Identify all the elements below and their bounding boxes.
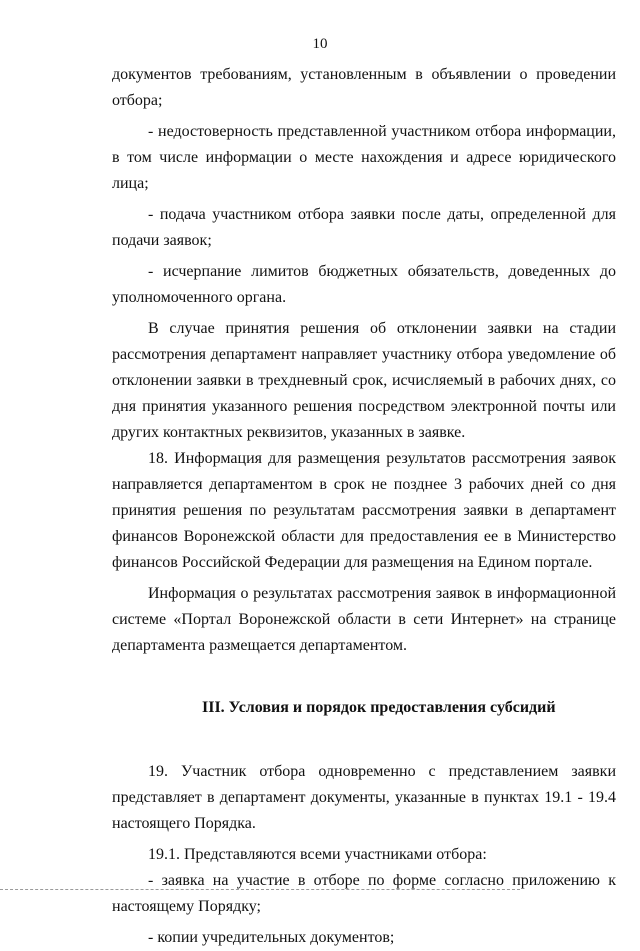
paragraph-results-info: Информация о результатах рассмотрения заявок в информационной системе «Портал Воронежской области в сети Интернет» на странице департамента размещается департаментом.	[112, 585, 616, 654]
bottom-divider	[0, 889, 520, 890]
document-body	[112, 62, 616, 951]
list-item-unreliable-info: - недостоверность представленной участником отбора информации, в том числе информации о месте нахождения и адресе юридического лица;	[112, 123, 616, 192]
paragraph-item-19-1: 19.1. Представляются всеми участниками отбора:	[148, 846, 487, 863]
paragraph-item-18: 18. Информация для размещения результатов рассмотрения заявок направляется департаментом в срок не позднее 3 рабочих дней со дня принятия решения по результатам рассмотрения заявки в департамент финансов Воронежской области для предоставления ее в Министерство финансов Российской Федерации для размещения на Едином портале.	[112, 450, 616, 571]
list-item-limits-exhausted: - исчерпание лимитов бюджетных обязательств, доведенных до уполномоченного органа.	[112, 263, 616, 306]
list-item-founding-documents: - копии учредительных документов;	[148, 929, 395, 946]
paragraph-rejection-notice: В случае принятия решения об отклонении заявки на стадии рассмотрения департамент направляет участнику отбора уведомление об отклонении заявки в трехдневный срок, исчисляемый в рабочих днях, со дня принятия указанного решения посредством электронной почты или других контактных реквизитов, указанных в заявке.	[112, 320, 616, 441]
list-item-late-submission: - подача участником отбора заявки после даты, определенной для подачи заявок;	[112, 206, 616, 249]
paragraph-item-19: 19. Участник отбора одновременно с представлением заявки представляет в департамент документы, указанные в пунктах 19.1 - 19.4 настоящего Порядка.	[112, 763, 616, 832]
section-heading: III. Условия и порядок предоставления субсидий	[202, 699, 556, 716]
paragraph-continuation: документов требованиям, установленным в объявлении о проведении отбора;	[112, 66, 616, 109]
list-item-application: - заявка на участие в отборе по форме согласно приложению к настоящему Порядку;	[112, 872, 616, 915]
page-number: 10	[312, 36, 328, 52]
